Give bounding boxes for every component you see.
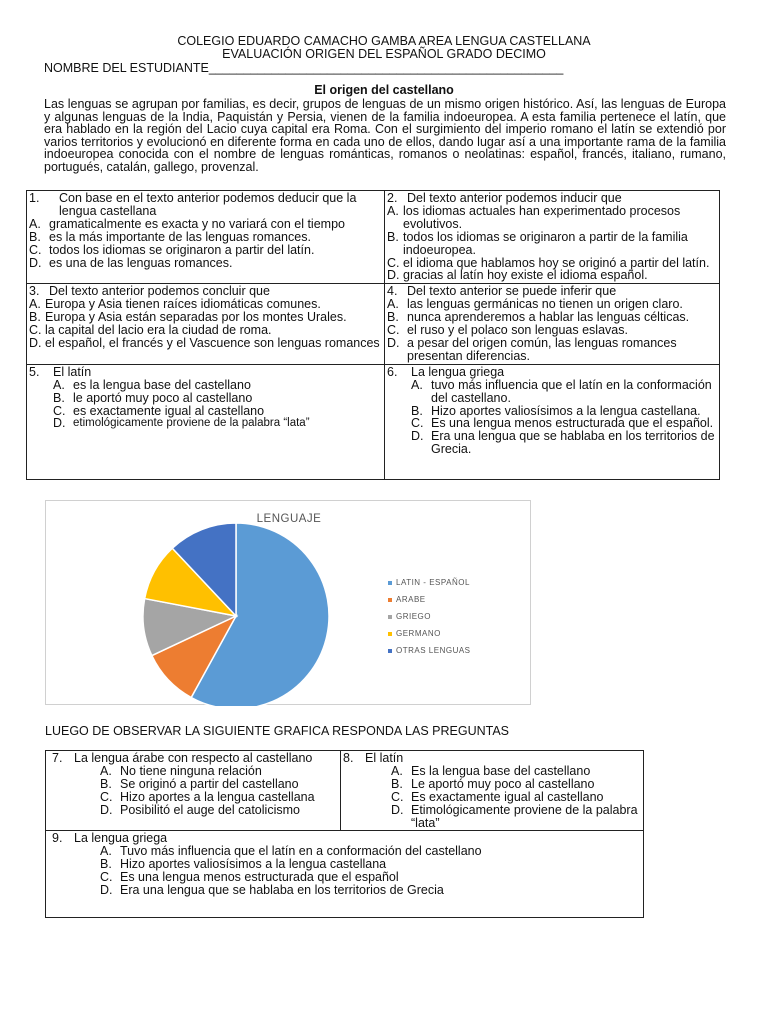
option-text[interactable]: es la más importante de las lenguas romances. xyxy=(49,229,311,244)
option-text[interactable]: los idiomas actuales han experimentado procesos evolutivos. xyxy=(403,203,681,231)
legend-item xyxy=(388,642,471,659)
question-4 xyxy=(385,284,720,364)
option-text[interactable]: etimológicamente proviene de la palabra “lata” xyxy=(73,417,310,430)
legend-swatch xyxy=(388,598,392,602)
questions-table-2 xyxy=(45,750,644,918)
legend-label: ARABE xyxy=(396,594,426,604)
legend-label: OTRAS LENGUAS xyxy=(396,645,471,655)
option-text[interactable]: Hizo aportes valiosísimos a la lengua castellana xyxy=(120,857,387,872)
table-row xyxy=(46,751,644,831)
option-text[interactable]: todos los idiomas se originaron a partir del latín. xyxy=(49,242,315,257)
option-text[interactable]: Europa y Asia están separadas por los montes Urales. xyxy=(45,310,347,325)
question-text: Con base en el texto anterior podemos deducir que la lengua castellana xyxy=(59,191,357,218)
option-key: C. xyxy=(391,789,404,804)
option-key: D. xyxy=(29,255,42,270)
option-key: D. xyxy=(387,335,400,350)
legend-label: LATIN - ESPAÑOL xyxy=(396,577,470,587)
question-2 xyxy=(385,191,720,284)
question-text: Del texto anterior se puede inferir que xyxy=(407,284,617,299)
option-text[interactable]: Es una lengua menos estructurada que el español xyxy=(120,870,399,885)
legend-swatch xyxy=(388,581,392,585)
legend-item xyxy=(388,591,471,608)
question-number: 3. xyxy=(29,284,40,299)
option-key: C. xyxy=(387,255,400,270)
option-key: A. xyxy=(411,377,423,392)
question-number: 8. xyxy=(343,751,354,765)
table-row xyxy=(46,831,644,918)
option-key: D. xyxy=(100,802,113,817)
option-text[interactable]: gramaticalmente es exacta y no variará con el tiempo xyxy=(49,216,345,231)
option-key: D. xyxy=(391,802,404,817)
question-5 xyxy=(27,364,385,479)
option-key: A. xyxy=(387,297,399,312)
option-text[interactable]: Hizo aportes a la lengua castellana xyxy=(120,789,315,804)
option-key: B. xyxy=(100,776,112,791)
option-key: B. xyxy=(29,310,41,325)
option-text[interactable]: nunca aprenderemos a hablar las lenguas célticas. xyxy=(407,310,690,325)
question-9 xyxy=(46,831,644,918)
legend-label: GRIEGO xyxy=(396,611,432,621)
option-text[interactable]: Etimológicamente proviene de la palabra “lata” xyxy=(411,802,638,830)
questions-table-1 xyxy=(26,190,720,480)
student-name-line: NOMBRE DEL ESTUDIANTE___________________________________________________ xyxy=(44,61,564,75)
question-text: Del texto anterior podemos inducir que xyxy=(407,191,622,205)
option-key: C. xyxy=(100,870,113,885)
option-key: A. xyxy=(100,763,112,778)
question-number: 9. xyxy=(52,831,63,846)
table-row xyxy=(27,364,720,479)
option-text[interactable]: Europa y Asia tienen raíces idiomáticas comunes. xyxy=(45,297,321,312)
option-text[interactable]: Era una lengua que se hablaba en los territorios de Grecia xyxy=(120,883,444,898)
question-7 xyxy=(46,751,341,831)
option-key: B. xyxy=(411,403,423,418)
option-key: A. xyxy=(391,763,403,778)
option-key: B. xyxy=(29,229,41,244)
question-number: 5. xyxy=(29,364,40,379)
option-text[interactable]: Es exactamente igual al castellano xyxy=(411,789,604,804)
question-8 xyxy=(341,751,644,831)
option-key: C. xyxy=(387,323,400,338)
option-key: B. xyxy=(387,229,399,244)
option-text[interactable]: tuvo más influencia que el latín en la conformación del castellano. xyxy=(431,377,712,405)
option-key: A. xyxy=(53,377,65,392)
option-text[interactable]: Hizo aportes valiosísimos a la lengua castellana. xyxy=(431,403,701,418)
legend-label: GERMANO xyxy=(396,628,441,638)
question-1 xyxy=(27,191,385,284)
question-text: La lengua árabe con respecto al castellano xyxy=(74,751,313,765)
legend-item xyxy=(388,608,471,625)
option-key: B. xyxy=(100,857,112,872)
option-key: D. xyxy=(387,268,400,283)
exam-title: EVALUACIÓN ORIGEN DEL ESPAÑOL GRADO DECIMO xyxy=(222,47,546,61)
option-key: C. xyxy=(29,323,42,338)
option-text[interactable]: Se originó a partir del castellano xyxy=(120,776,299,791)
question-number: 7. xyxy=(52,751,63,765)
option-text[interactable]: es la lengua base del castellano xyxy=(73,377,251,392)
question-3 xyxy=(27,284,385,364)
option-text[interactable]: gracias al latín hoy existe el idioma español. xyxy=(403,268,648,283)
school-header: COLEGIO EDUARDO CAMACHO GAMBA AREA LENGUA CASTELLANA xyxy=(177,34,591,48)
table-row xyxy=(27,191,720,284)
option-text[interactable]: Es una lengua menos estructurada que el español. xyxy=(431,416,714,431)
option-text[interactable]: el ruso y el polaco son lenguas eslavas. xyxy=(407,323,628,338)
question-number: 6. xyxy=(387,364,398,379)
option-text[interactable]: Es la lengua base del castellano xyxy=(411,763,591,778)
question-number: 4. xyxy=(387,284,398,299)
legend-item xyxy=(388,625,471,642)
option-text[interactable]: Posibilitó el auge del catolicismo xyxy=(120,802,300,817)
reading-title: El origen del castellano xyxy=(314,83,454,97)
question-text: El latín xyxy=(53,364,92,379)
option-text[interactable]: el español, el francés y el Vascuence son lenguas romances xyxy=(45,335,380,350)
option-key: A. xyxy=(100,844,112,859)
question-text: El latín xyxy=(365,751,404,765)
option-text[interactable]: la capital del lacio era la ciudad de roma. xyxy=(45,323,272,338)
option-key: A. xyxy=(29,297,41,312)
option-key: C. xyxy=(100,789,113,804)
question-number: 1. xyxy=(29,191,40,205)
option-key: A. xyxy=(387,203,399,218)
option-text[interactable]: es exactamente igual al castellano xyxy=(73,403,265,418)
option-key: A. xyxy=(29,216,41,231)
option-text[interactable]: Era una lengua que se hablaba en los territorios de Grecia. xyxy=(431,429,715,457)
option-text[interactable]: a pesar del origen común, las lenguas romances presentan diferencias. xyxy=(407,335,677,363)
legend-swatch xyxy=(388,649,392,653)
option-text[interactable]: las lenguas germánicas no tienen un origen claro. xyxy=(407,297,683,312)
option-text[interactable]: Le aportó muy poco al castellano xyxy=(411,776,595,791)
option-key: D. xyxy=(29,335,42,350)
question-text: Del texto anterior podemos concluir que xyxy=(49,284,270,299)
option-key: B. xyxy=(53,390,65,405)
chart-legend xyxy=(388,574,471,659)
option-text[interactable]: No tiene ninguna relación xyxy=(120,763,262,778)
question-number: 2. xyxy=(387,191,398,205)
reading-text: Las lenguas se agrupan por familias, es decir, grupos de lenguas de un mismo origen histórico. Así, las lenguas de Europa y algunas lenguas de la India, Paquistán y Persia, vienen de la familia indoeuropea. A esta familia pertenece el latín, que era hablado en la región del Lacio cuya capital era Roma. Con el surgimiento del imperio romano el latín se extendió por varios territorios y evolucionó en diferente forma en cada uno de ellos, dando lugar así a una importante rama de la familia indoeuropea conocida con el nombre de lenguas románticas, romanos o neolatinas: español, francés, italiano, rumano, portugués, catalán, gallego, provenzal. xyxy=(44,97,726,174)
option-key: C. xyxy=(411,416,424,431)
chart-instruction: LUEGO DE OBSERVAR LA SIGUIENTE GRAFICA RESPONDA LAS PREGUNTAS xyxy=(45,724,510,738)
table-row xyxy=(27,284,720,364)
question-text: La lengua griega xyxy=(74,831,168,846)
option-text[interactable]: es una de las lenguas romances. xyxy=(49,255,233,270)
option-text[interactable]: le aportó muy poco al castellano xyxy=(73,390,253,405)
chart-title: LENGUAJE xyxy=(256,513,322,525)
option-key: B. xyxy=(391,776,403,791)
option-key: D. xyxy=(100,883,113,898)
option-key: C. xyxy=(29,242,42,257)
option-key: B. xyxy=(387,310,399,325)
option-key: D. xyxy=(53,416,66,431)
legend-swatch xyxy=(388,615,392,619)
option-key: D. xyxy=(411,429,424,444)
legend-item xyxy=(388,574,471,591)
question-6 xyxy=(385,364,720,479)
option-text[interactable]: el idioma que hablamos hoy se originó a partir del latín. xyxy=(403,255,710,270)
option-key: C. xyxy=(53,403,66,418)
option-text[interactable]: todos los idiomas se originaron a partir de la familia indoeuropea. xyxy=(403,229,688,257)
legend-swatch xyxy=(388,632,392,636)
question-text: La lengua griega xyxy=(411,364,505,379)
option-text[interactable]: Tuvo más influencia que el latín en a conformación del castellano xyxy=(120,844,482,859)
